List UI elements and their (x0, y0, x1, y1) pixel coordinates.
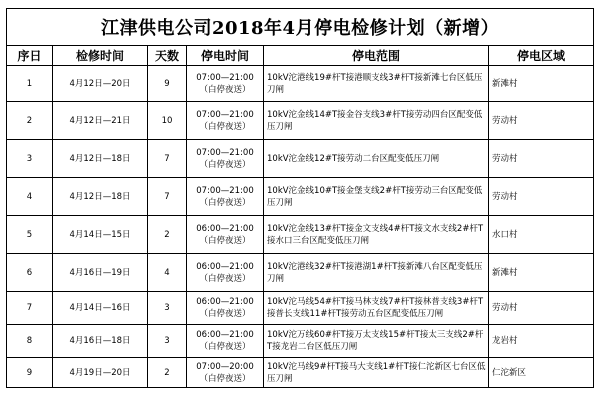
row-date: 4月14日—15日 (53, 216, 148, 254)
row-days: 10 (148, 102, 187, 140)
row-time (187, 254, 264, 292)
row-days: 9 (148, 66, 187, 102)
row-time (187, 292, 264, 325)
row-area: 仁沱新区 (489, 358, 594, 388)
header-row (7, 46, 594, 66)
row-days: 7 (148, 178, 187, 216)
row-scope: 10kV沱马线54#杆T接马林支线7#杆T接林普支线3#杆T接普长支线11#杆T接劳动五台区配变低压刀闸 (264, 292, 489, 325)
row-scope: 10kV沱万线60#杆T接万太支线15#杆T接太三支线2#杆T接龙岩二台区低压刀闸 (264, 325, 489, 358)
row-number: 1 (7, 66, 53, 102)
outage-plan-table (6, 8, 594, 388)
header-area: 停电区域 (489, 46, 594, 66)
table-body (7, 66, 594, 388)
table-row (7, 66, 594, 102)
row-scope: 10kV沱港线32#杆T接港湖1#杆T接新滩八台区配变低压刀闸 (264, 254, 489, 292)
row-time-note: （白停夜送） (199, 373, 251, 384)
row-time-note: （白停夜送） (199, 159, 251, 170)
row-number: 2 (7, 102, 53, 140)
table-row (7, 358, 594, 388)
row-area: 劳动村 (489, 292, 594, 325)
table-row (7, 178, 594, 216)
row-date: 4月12日—21日 (53, 102, 148, 140)
header-days: 天数 (148, 46, 187, 66)
row-time-note: （白停夜送） (199, 197, 251, 208)
row-scope: 10kV沱马线9#杆T接马大支线1#杆T接仁沱新区七台区低压刀闸 (264, 358, 489, 388)
header-no: 序日 (7, 46, 53, 66)
row-time (187, 102, 264, 140)
table-row (7, 140, 594, 178)
row-time-range: 07:00—21:00 (196, 185, 254, 196)
row-time-note: （白停夜送） (199, 84, 251, 95)
row-date: 4月16日—19日 (53, 254, 148, 292)
row-time-range: 06:00—21:00 (196, 297, 254, 307)
row-area: 劳动村 (489, 178, 594, 216)
row-area: 劳动村 (489, 102, 594, 140)
row-time-range: 07:00—21:00 (196, 109, 254, 120)
row-scope: 10kV沱金线10#T接金堡支线2#杆T接劳动三台区配变低压刀闸 (264, 178, 489, 216)
row-area: 水口村 (489, 216, 594, 254)
page-title: 江津供电公司2018年4月停电检修计划（新增） (7, 9, 594, 46)
header-scope: 停电范围 (264, 46, 489, 66)
row-time-note: （白停夜送） (199, 235, 251, 246)
row-date: 4月12日—20日 (53, 66, 148, 102)
table-row (7, 254, 594, 292)
row-time-range: 07:00—20:00 (196, 361, 254, 372)
row-scope: 10kV沱金线12#T接劳动二台区配变低压刀闸 (264, 140, 489, 178)
row-number: 8 (7, 325, 53, 358)
row-time-range: 06:00—21:00 (196, 223, 254, 234)
row-area: 新滩村 (489, 254, 594, 292)
row-days: 7 (148, 140, 187, 178)
row-number: 7 (7, 292, 53, 325)
row-days: 3 (148, 292, 187, 325)
row-time (187, 325, 264, 358)
row-time-note: （白停夜送） (199, 121, 251, 132)
row-date: 4月19日—20日 (53, 358, 148, 388)
header-time: 停电时间 (187, 46, 264, 66)
row-number: 4 (7, 178, 53, 216)
row-number: 3 (7, 140, 53, 178)
row-area: 劳动村 (489, 140, 594, 178)
header-date: 检修时间 (53, 46, 148, 66)
row-scope: 10kV沱金线13#杆T接金文支线4#杆T接文水支线2#杆T接水口三台区配变低压刀闸 (264, 216, 489, 254)
row-days: 2 (148, 216, 187, 254)
row-days: 2 (148, 358, 187, 388)
row-date: 4月16日—18日 (53, 325, 148, 358)
row-number: 6 (7, 254, 53, 292)
row-number: 9 (7, 358, 53, 388)
row-time (187, 178, 264, 216)
table-row (7, 292, 594, 325)
row-number: 5 (7, 216, 53, 254)
row-time (187, 358, 264, 388)
table-row (7, 216, 594, 254)
table-row (7, 102, 594, 140)
row-time-note: （白停夜送） (199, 273, 251, 284)
row-area: 新滩村 (489, 66, 594, 102)
row-date: 4月12日—18日 (53, 140, 148, 178)
row-days: 4 (148, 254, 187, 292)
row-area: 龙岩村 (489, 325, 594, 358)
row-scope: 10kV沱港线19#杆T接港顺支线3#杆T接新滩七台区低压刀闸 (264, 66, 489, 102)
table-row (7, 325, 594, 358)
row-time (187, 66, 264, 102)
row-date: 4月14日—16日 (53, 292, 148, 325)
row-time-range: 07:00—21:00 (196, 147, 254, 158)
row-time (187, 216, 264, 254)
row-time-range: 06:00—21:00 (196, 261, 254, 272)
row-time-range: 06:00—21:00 (196, 330, 254, 340)
row-days: 3 (148, 325, 187, 358)
row-date: 4月12日—18日 (53, 178, 148, 216)
row-time-range: 07:00—21:00 (196, 72, 254, 83)
row-time (187, 140, 264, 178)
row-scope: 10kV沱金线14#T接金谷支线3#杆T接劳动四台区配变低压刀闸 (264, 102, 489, 140)
row-time-note: （白停夜送） (199, 309, 251, 319)
row-time-note: （白停夜送） (199, 342, 251, 352)
